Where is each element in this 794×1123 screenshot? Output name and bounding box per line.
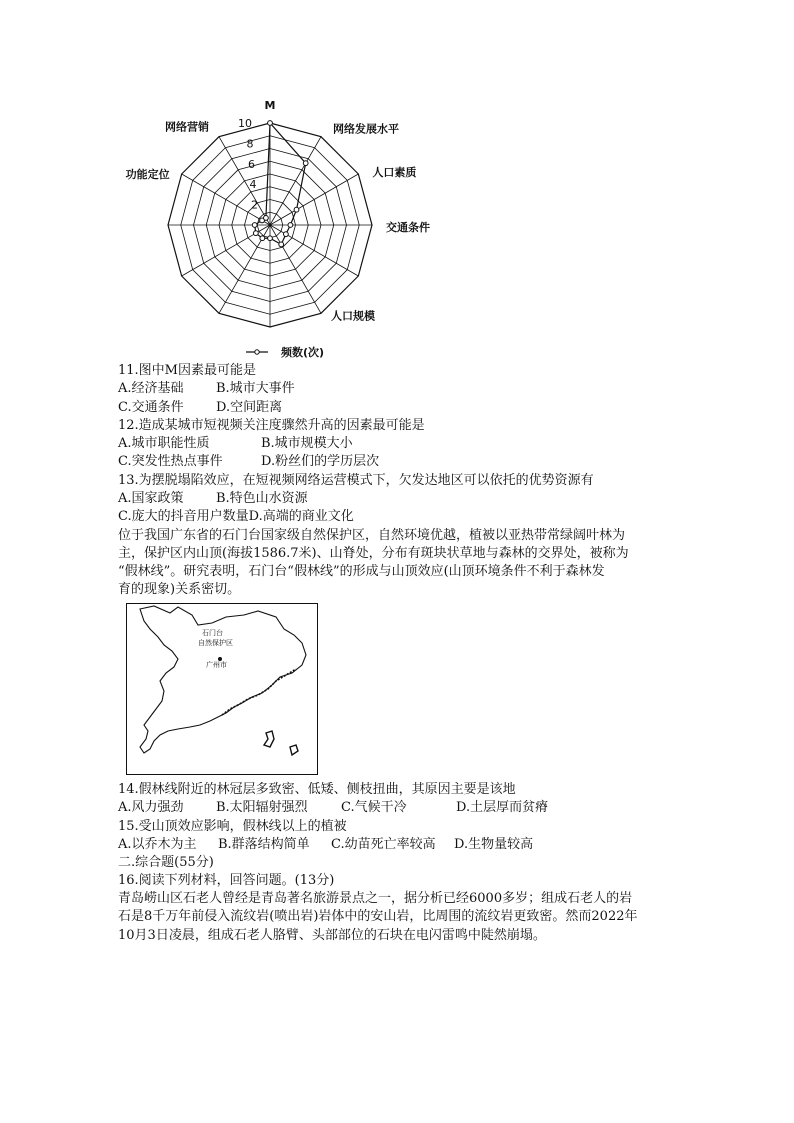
radar-point <box>268 121 273 126</box>
radar-point <box>294 207 299 212</box>
legend-marker-icon <box>255 350 259 354</box>
radar-tick-label: 8 <box>246 137 254 151</box>
radar-point <box>279 242 284 247</box>
q12-option-b: B.城市规模大小 <box>261 436 353 451</box>
reserve-label-2: 自然保护区 <box>198 639 233 647</box>
passage-line-2: 主，保护区内山顶(海拔1586.7米)、山脊处，分布有斑块状草地与森林的交界处，被称为 <box>118 546 629 561</box>
q14-option-a: A.风力强劲 <box>118 800 184 815</box>
radar-point <box>268 236 273 241</box>
q15-options <box>118 836 533 854</box>
q13-option-d: D.高端的商业文化 <box>248 509 354 524</box>
passage-line-3: “假林线”。研究表明，石门台“假林线”的形成与山顶效应(山顶环境条件不利于森林发 <box>118 564 605 579</box>
radar-tick-label: 10 <box>238 117 252 130</box>
radar-point <box>252 223 257 228</box>
q15-option-c: C.幼苗死亡率较高 <box>331 837 436 852</box>
radar-axis-label: 交通条件 <box>386 221 430 234</box>
q13-stem: 13.为摆脱塌陷效应，在短视频网络运营模式下，欠发达地区可以依托的优势资源有 <box>118 473 594 488</box>
q16-stem: 16.阅读下列材料，回答问题。(13分) <box>118 873 335 888</box>
q13-options-row2 <box>118 508 354 526</box>
radar-point <box>288 223 293 228</box>
radar-grid <box>168 123 372 327</box>
q11-option-a: A.经济基础 <box>118 381 184 396</box>
section-2-title: 二.综合题(55分) <box>118 855 214 870</box>
q11-option-b: B.城市大事件 <box>216 381 295 396</box>
q13-option-a: A.国家政策 <box>118 491 184 506</box>
radar-legend <box>246 345 324 359</box>
q15-stem: 15.受山顶效应影响，假林线以上的植被 <box>118 819 347 834</box>
q13-option-b: B.特色山水资源 <box>216 491 308 506</box>
q11-stem: 11.图中M因素最可能是 <box>118 363 256 378</box>
passage-line-1: 位于我国广东省的石门台国家级自然保护区，自然环境优越，植被以亚热带常绿阔叶林为 <box>118 528 626 543</box>
radar-tick-label: 6 <box>248 157 255 171</box>
q11-options-row2 <box>118 399 282 417</box>
q15-option-a: A.以乔木为主 <box>118 837 197 852</box>
q16-line-1: 青岛崂山区石老人曾经是青岛著名旅游景点之一，据分析已经6000多岁；组成石老人的岩 <box>118 891 633 906</box>
radar-axis-label: 人口规模 <box>331 309 375 323</box>
radar-chart <box>118 95 462 365</box>
q13-option-c: C.庞大的抖音用户数量 <box>118 509 249 524</box>
q14-option-c: C.气候干冷 <box>341 800 407 815</box>
q11-option-d: D.空间距离 <box>216 400 283 415</box>
legend-label: 频数(次) <box>281 346 325 359</box>
q16-line-3: 10月3日凌晨，组成石老人胳臂、头部部位的石块在电闪雷鸣中陡然崩塌。 <box>118 928 546 943</box>
city-label-guangzhou: 广州市 <box>206 661 227 669</box>
radar-axis-label: 网络发展水平 <box>333 122 399 136</box>
radar-point <box>284 232 289 237</box>
q15-option-b: B.群落结构简单 <box>218 837 310 852</box>
q16-line-2: 石是8千万年前侵入流纹岩(喷出岩)岩体中的安山岩，比周围的流纹岩更致密。然而2022年 <box>118 909 638 924</box>
radar-tick-label: 2 <box>251 198 258 212</box>
radar-point <box>264 216 269 221</box>
q12-options-row2 <box>118 453 379 471</box>
q12-option-d: D.粉丝们的学历层次 <box>261 454 380 469</box>
radar-axis-label: 功能定位 <box>125 168 170 181</box>
guangdong-map <box>126 603 318 775</box>
q12-options-row1 <box>118 435 353 453</box>
radar-point <box>260 236 265 241</box>
radar-point <box>303 161 308 166</box>
q15-option-d: D.生物量较高 <box>454 837 534 852</box>
radar-tick-label: 4 <box>249 178 257 192</box>
radar-axis-label: 网络营销 <box>165 120 209 134</box>
q12-option-c: C.突发性热点事件 <box>118 454 223 469</box>
q14-option-d: D.土层厚而贫瘠 <box>456 800 549 815</box>
radar-axis-label: M <box>264 99 276 112</box>
radar-axis-label: 人口素质 <box>372 166 417 179</box>
q11-option-c: C.交通条件 <box>118 400 184 415</box>
q11-options-row1 <box>118 380 295 398</box>
q12-option-a: A.城市职能性质 <box>118 436 210 451</box>
q13-options-row1 <box>118 490 308 508</box>
q14-stem: 14.假林线附近的林冠层多致密、低矮、侧枝扭曲，其原因主要是该地 <box>118 782 516 797</box>
q14-options <box>118 799 548 817</box>
q12-stem: 12.造成某城市短视频关注度骤然升高的因素最可能是 <box>118 418 425 433</box>
radar-points <box>249 121 308 247</box>
q14-option-b: B.太阳辐射强烈 <box>216 800 308 815</box>
passage-line-4: 育的现象)关系密切。 <box>118 582 241 597</box>
reserve-label-1: 石门台 <box>202 629 223 637</box>
radar-point <box>253 231 258 236</box>
